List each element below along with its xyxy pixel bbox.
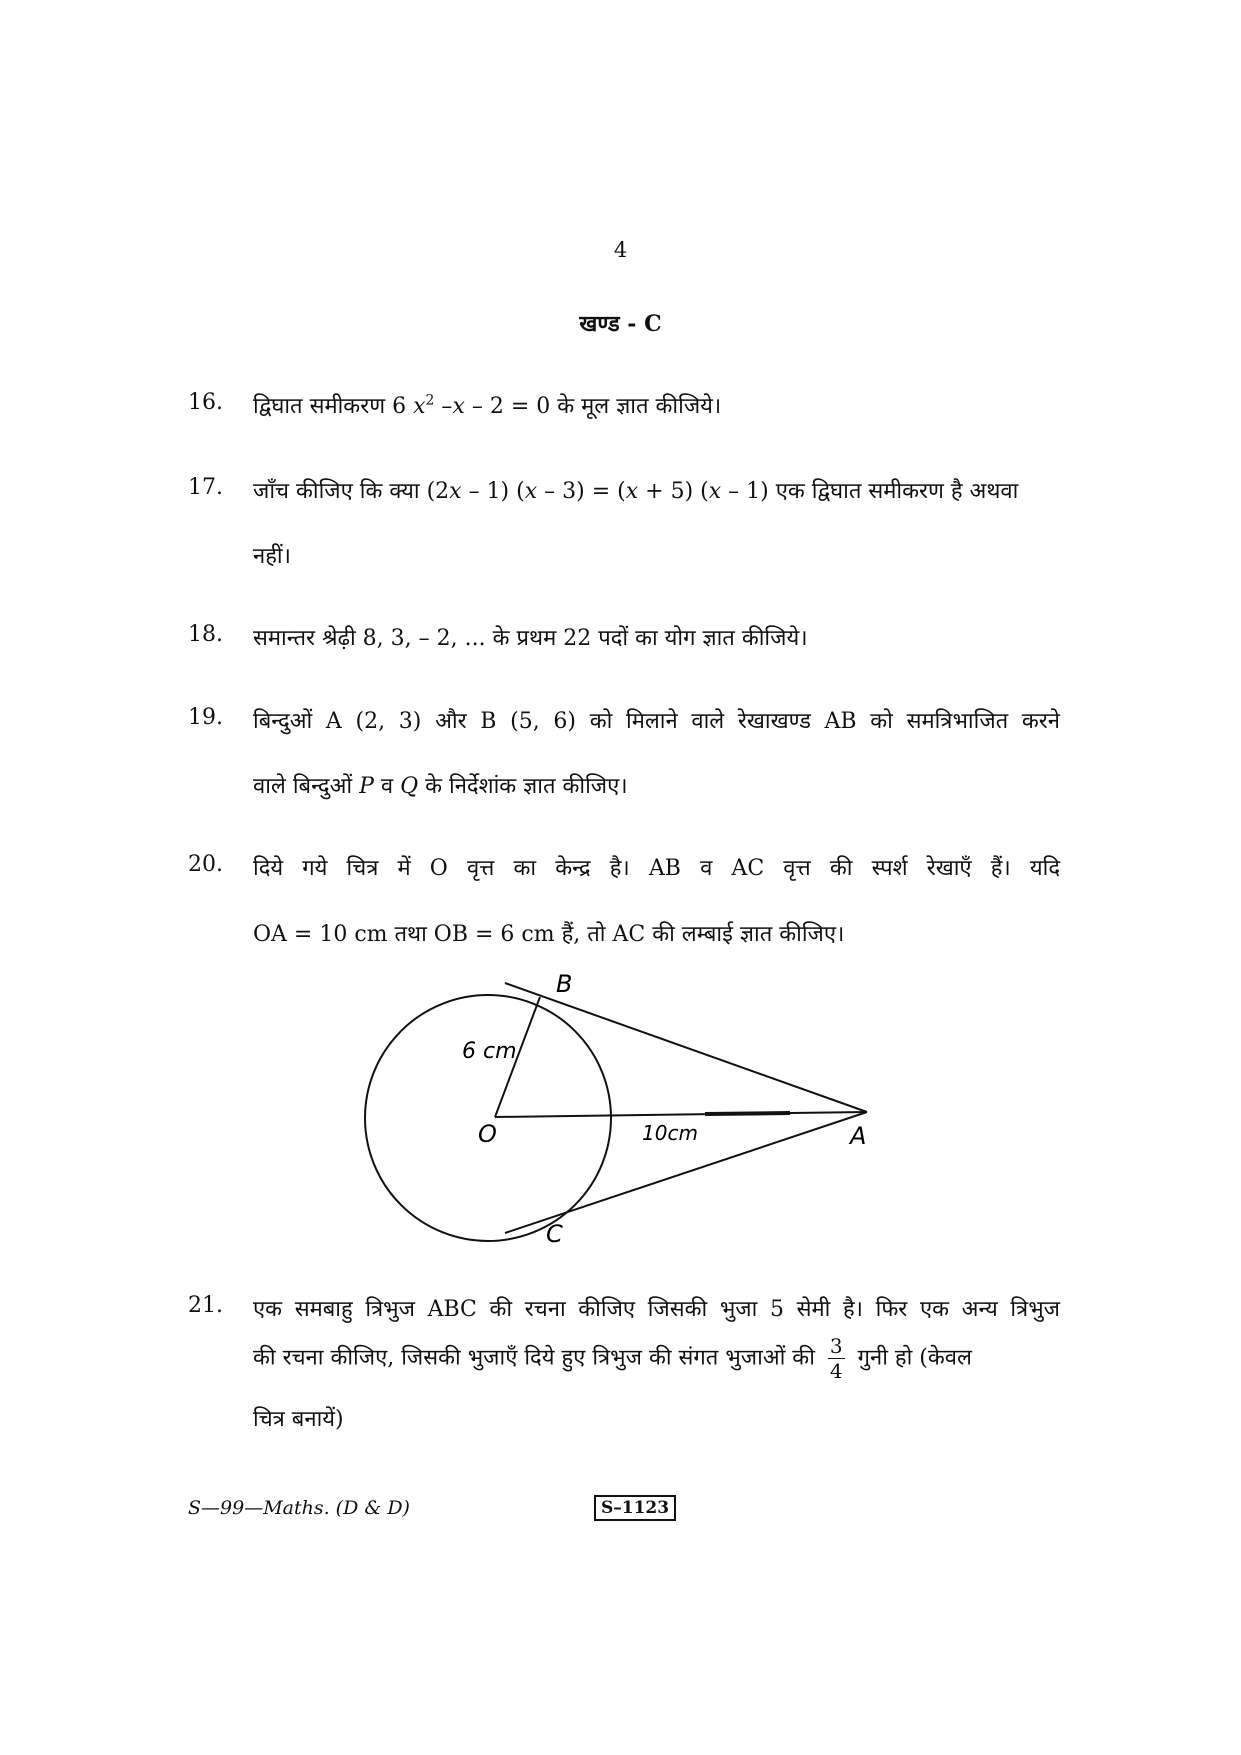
question-20-line1: दिये गये चित्र में O वृत्त का केन्द्र है। AB व AC वृत्त की स्पर्श रेखाएँ हैं। यदि	[253, 856, 1060, 881]
label-b: B	[556, 970, 573, 998]
question-number: 18.	[188, 622, 223, 647]
fraction-three-fourths: $\frac{3}{4}$	[829, 1334, 843, 1383]
label-a: A	[850, 1122, 867, 1150]
circle	[365, 995, 611, 1241]
footer-series-code: S–1123	[594, 1495, 676, 1521]
line-oa	[495, 1112, 867, 1117]
label-c: C	[546, 1220, 563, 1248]
question-17-line2: नहीं।	[253, 544, 291, 569]
label-radius: 6 cm	[462, 1039, 517, 1064]
section-title: खण्ड - C	[579, 311, 662, 337]
question-number: 19.	[188, 705, 223, 730]
question-number: 17.	[188, 475, 223, 500]
question-21-line1: एक समबाहु त्रिभुज ABC की रचना कीजिए जिसकी भुजा 5 सेमी है। फिर एक अन्य त्रिभुज	[253, 1297, 1060, 1322]
page-number: 4	[613, 238, 628, 262]
question-21-line3: चित्र बनायें)	[253, 1407, 344, 1432]
question-20-line2: OA = 10 cm तथा OB = 6 cm हैं, तो AC की लम्बाई ज्ञात कीजिए।	[253, 922, 845, 947]
question-17-line1: जाँच कीजिए कि क्या (2x – 1) (x – 3) = (x + 5) (x – 1) एक द्विघात समीकरण है अथवा	[253, 479, 1019, 504]
tangent-ab	[505, 983, 867, 1112]
footer-paper-code: S—99—Maths. (D & D)	[188, 1497, 410, 1519]
question-19-line1: बिन्दुओं A (2, 3) और B (5, 6) को मिलाने वाले रेखाखण्ड AB को समत्रिभाजित करने	[253, 709, 1060, 734]
question-18-text: समान्तर श्रेढ़ी 8, 3, – 2, ... के प्रथम 22 पदों का योग ज्ञात कीजिये।	[253, 626, 808, 651]
question-number: 20.	[188, 852, 223, 877]
label-distance: 10cm	[642, 1121, 698, 1145]
label-o: O	[478, 1120, 497, 1148]
question-21-line2: की रचना कीजिए, जिसकी भुजाएँ दिये हुए त्रिभुज की संगत भुजाओं की $\frac{3}{4}$ गुनी हो (केवल	[253, 1334, 972, 1383]
question-number: 16.	[188, 390, 223, 415]
question-19-line2: वाले बिन्दुओं P व Q के निर्देशांक ज्ञात कीजिए।	[253, 774, 628, 799]
question-number: 21.	[188, 1293, 223, 1318]
line-oa-emphasis	[705, 1113, 790, 1114]
tangent-circle-figure	[350, 960, 890, 1250]
question-16-text: द्विघात समीकरण 6 $x^2$ –x – 2 = 0 के मूल ज्ञात कीजिये।	[253, 392, 722, 419]
